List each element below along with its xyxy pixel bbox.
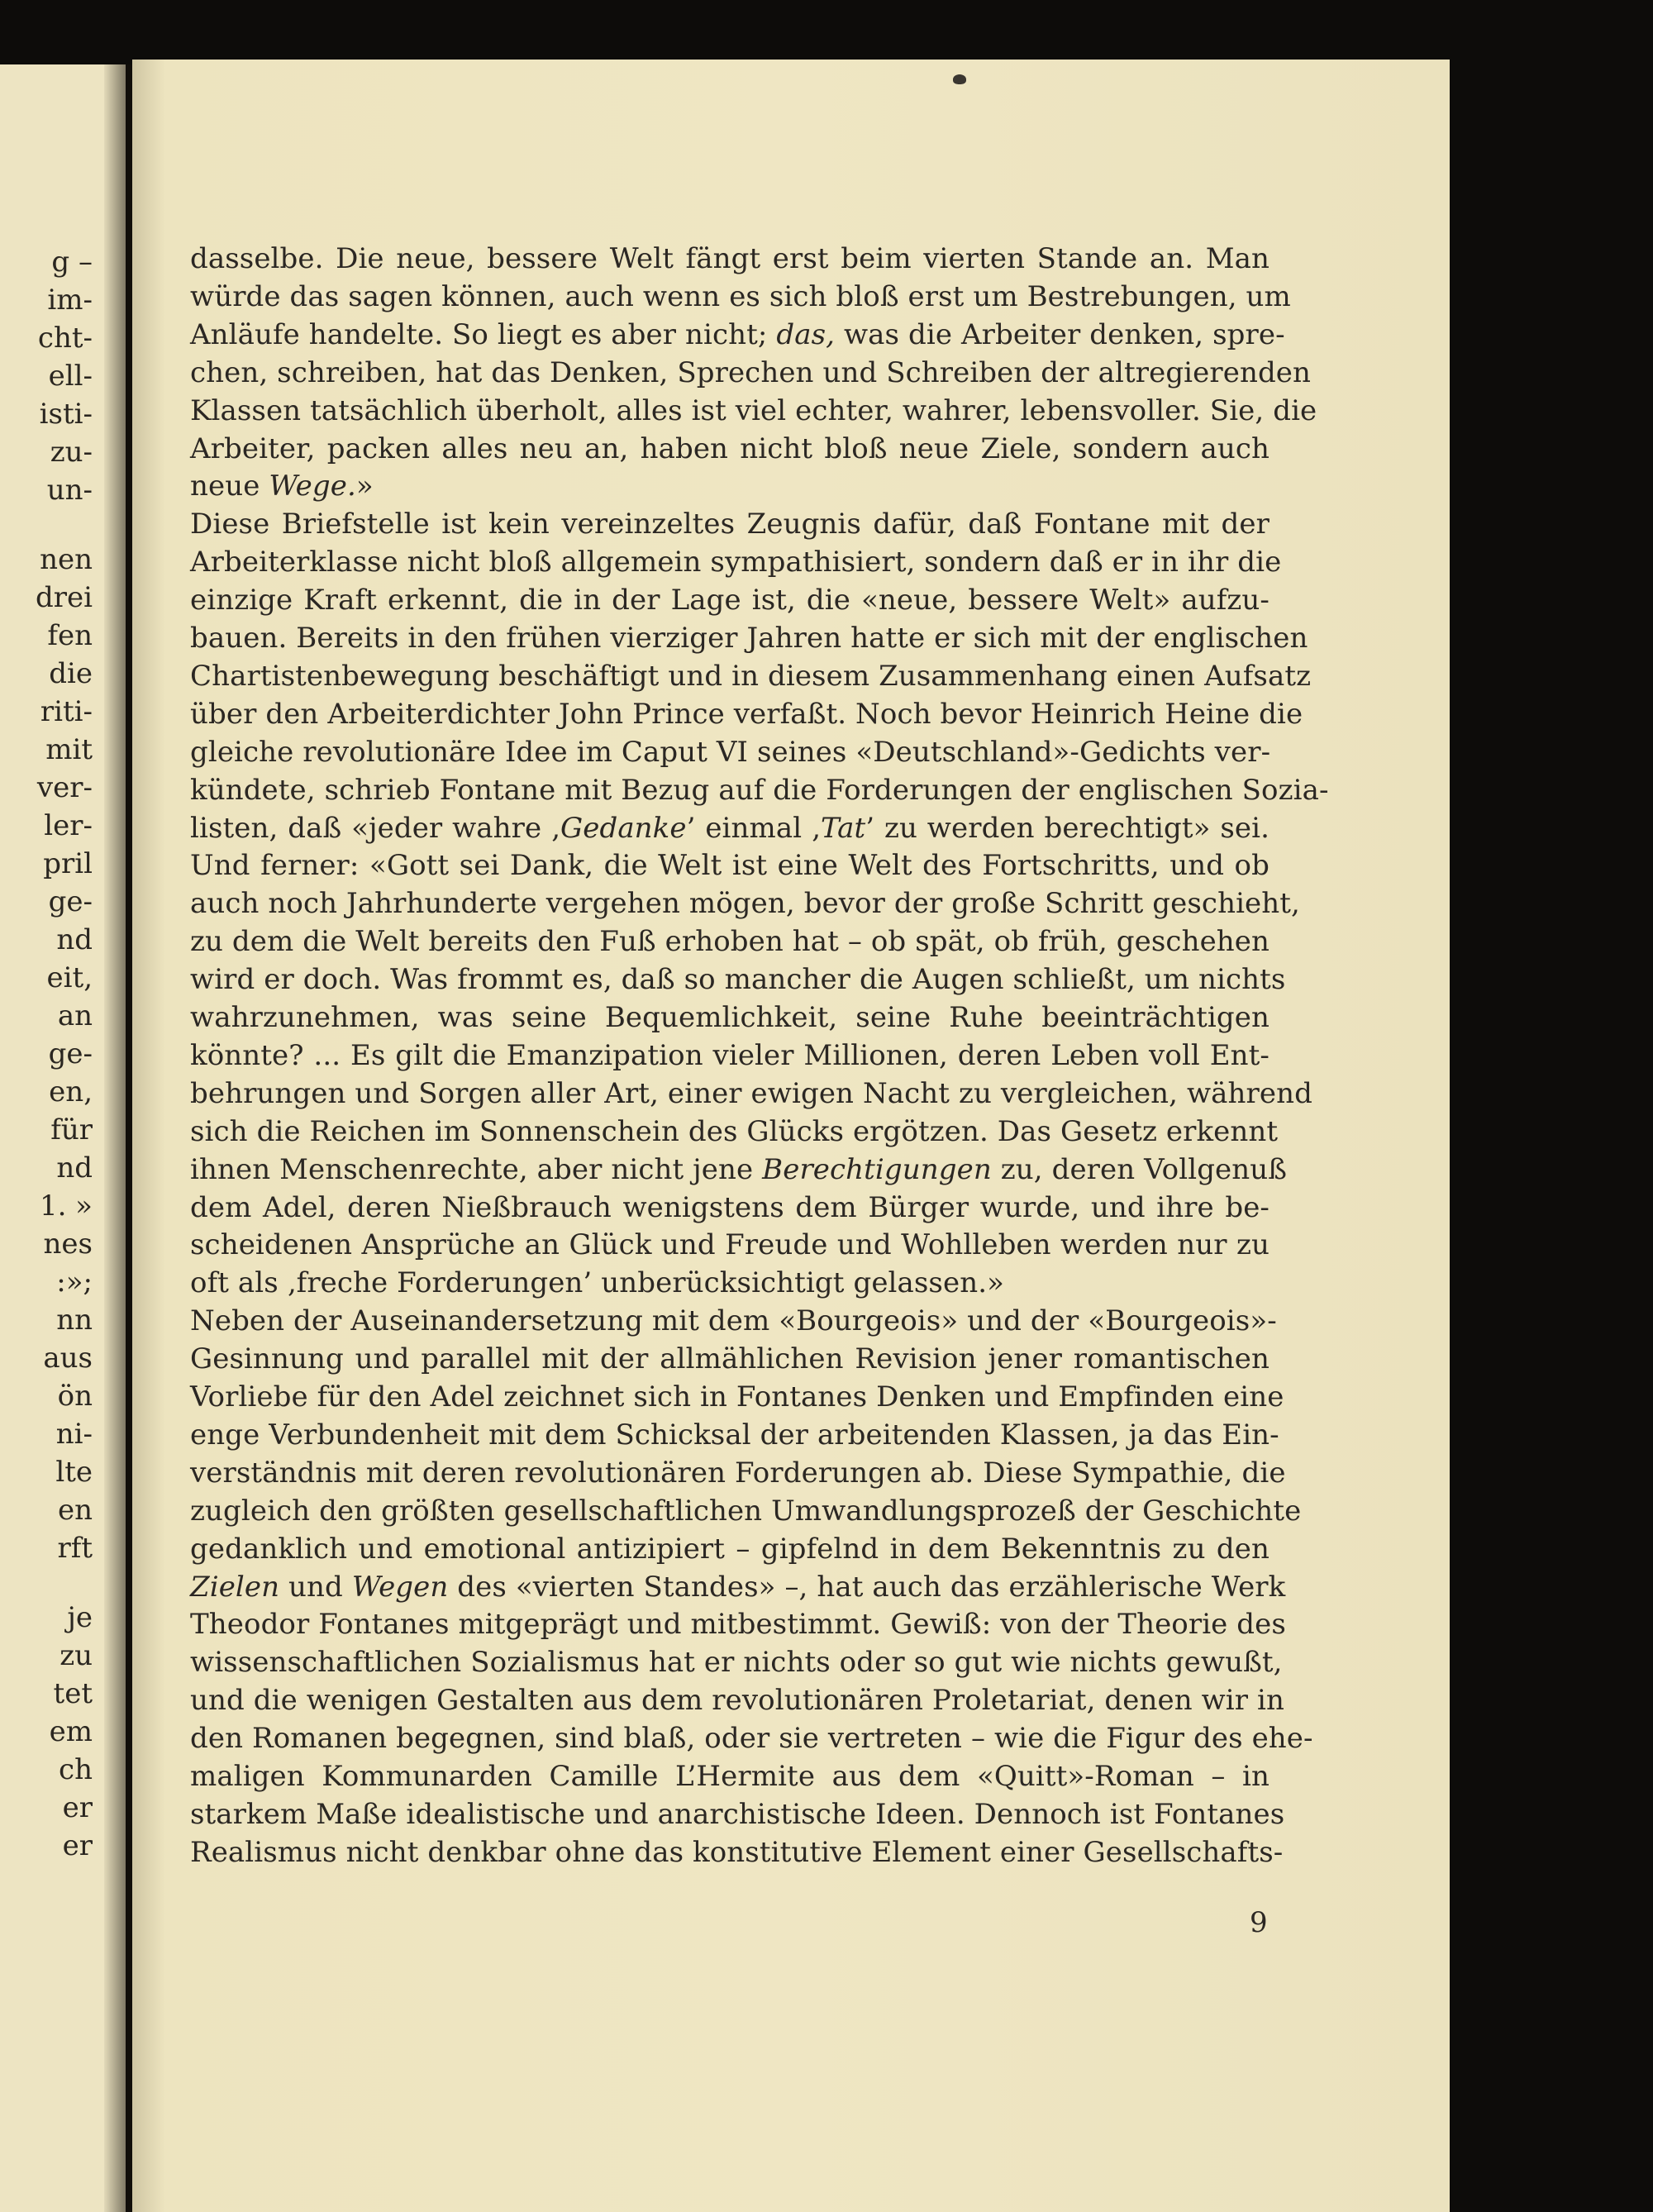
text-span: » — [355, 470, 374, 503]
text-span: über den Arbeiterdichter John Prince verfaßt. Noch bevor Heinrich Heine die — [190, 697, 1303, 731]
text-span: ’ zu werden berechtigt» sei. — [865, 811, 1270, 845]
text-span: ihnen Menschenrechte, aber nicht jene — [190, 1152, 763, 1186]
text-span: und die wenigen Gestalten aus dem revolutionären Proletariat, denen wir in — [190, 1684, 1285, 1718]
dust-mark — [953, 74, 966, 84]
text-span: ’ einmal ‚ — [686, 811, 821, 845]
italic-text: Berechtigungen — [762, 1152, 992, 1186]
text-span: sich die Reichen im Sonnenschein des Glücks ergötzen. Das Gesetz erkennt — [190, 1114, 1279, 1148]
text-line — [190, 1378, 1284, 1416]
text-span: oft als ‚freche Forderungen’ unberücksichtigt gelassen.» — [190, 1266, 1005, 1300]
left-page-fragment: nes — [43, 1228, 93, 1261]
text-line — [190, 1643, 1283, 1681]
left-page-fragment: 1. » — [39, 1189, 93, 1223]
left-page-fragment: zu- — [50, 436, 93, 469]
text-span: neue — [190, 470, 269, 503]
left-page-fragment: im- — [47, 284, 93, 317]
text-span: was die Arbeiter denken, spre- — [835, 317, 1285, 351]
italic-text: das, — [776, 317, 836, 351]
left-page-fragment: isti- — [39, 398, 93, 431]
text-span: zu, deren Vollgenuß — [991, 1152, 1288, 1186]
text-line — [190, 1833, 1284, 1871]
left-page-fragment: mit — [45, 733, 93, 766]
text-line — [190, 1416, 1279, 1454]
text-span: starkem Maße idealistische und anarchistische Ideen. Dennoch ist Fontanes — [190, 1797, 1285, 1831]
text-line — [190, 884, 1300, 922]
left-page-fragment: g – — [51, 246, 93, 279]
left-page-fragment: riti- — [40, 695, 93, 728]
text-span: Arbeiter, packen alles neu an, haben nicht bloß neue Ziele, sondern auch — [190, 431, 1270, 465]
left-page-fragment: ler- — [44, 809, 93, 842]
text-line — [190, 316, 1285, 354]
text-span: und — [279, 1570, 352, 1604]
text-line — [190, 354, 1312, 392]
text-span: zugleich den größten gesellschaftlichen Umwandlungsprozeß der Geschichte — [190, 1494, 1302, 1528]
text-line — [190, 1454, 1286, 1492]
text-line — [190, 581, 1270, 619]
text-line — [190, 543, 1282, 581]
left-page-fragment: pril — [43, 847, 93, 880]
text-span: Vorliebe für den Adel zeichnet sich in Fontanes Denken und Empfinden eine — [190, 1380, 1284, 1413]
text-span: listen, daß «jeder wahre ‚ — [190, 811, 560, 845]
text-span: behrungen und Sorgen aller Art, einer ewigen Nacht zu vergleichen, während — [190, 1076, 1312, 1110]
text-line — [190, 1151, 1288, 1189]
text-line — [190, 505, 1270, 543]
text-line — [190, 1605, 1286, 1643]
text-line — [190, 1075, 1312, 1113]
text-line — [190, 999, 1270, 1037]
left-page-fragment: er — [62, 1829, 93, 1862]
left-page-fragment: je — [67, 1601, 93, 1634]
left-page-fragment: die — [49, 657, 93, 690]
left-page-fragment: en — [57, 1494, 93, 1527]
left-page-fragment: un- — [46, 474, 93, 507]
text-span: Und ferner: «Gott sei Dank, die Welt ist eine Welt des Fortschritts, und ob — [190, 849, 1270, 883]
text-span: Gesinnung und parallel mit der allmählichen Revision jener romantischen — [190, 1342, 1270, 1376]
italic-text: Wege. — [269, 470, 356, 503]
text-line — [190, 809, 1270, 847]
left-page-fragment: :»; — [56, 1266, 93, 1299]
left-page-fragment: ge- — [48, 885, 93, 918]
left-page-fragment: aus — [43, 1342, 93, 1375]
text-line — [190, 695, 1303, 733]
text-line — [190, 1795, 1285, 1833]
left-page-fragment: rft — [57, 1532, 93, 1565]
left-page-fragment: ch — [59, 1753, 93, 1786]
text-line — [190, 1681, 1285, 1719]
text-line — [190, 1189, 1270, 1227]
text-line — [190, 1302, 1277, 1340]
text-span: des «vierten Standes» –, hat auch das erzählerische Werk — [448, 1570, 1286, 1604]
left-page-fragment: em — [49, 1715, 93, 1748]
text-line — [190, 771, 1329, 809]
italic-text: Zielen — [190, 1570, 280, 1604]
text-line — [190, 961, 1286, 999]
text-line — [190, 1757, 1270, 1795]
text-line — [190, 467, 1270, 505]
text-span: Diese Briefstelle ist kein vereinzeltes Zeugnis dafür, daß Fontane mit der — [190, 508, 1270, 541]
text-span: Theodor Fontanes mitgeprägt und mitbestimmt. Gewiß: von der Theorie des — [190, 1608, 1286, 1642]
left-page-fragment: nen — [40, 543, 93, 576]
left-page-fragment: nn — [56, 1304, 93, 1337]
text-span: maligen Kommunarden Camille L’Hermite aus dem «Quitt»-Roman – in — [190, 1760, 1270, 1793]
left-page-fragment: eit, — [46, 961, 93, 994]
left-page-fragment: er — [62, 1791, 93, 1824]
text-line — [190, 1037, 1270, 1075]
text-span: könnte? ... Es gilt die Emanzipation vieler Millionen, deren Leben voll Ent- — [190, 1038, 1270, 1072]
text-span: den Romanen begegnen, sind blaß, oder sie vertreten – wie die Figur des ehe- — [190, 1722, 1313, 1756]
text-line — [190, 657, 1312, 695]
left-page-fragment: ver- — [36, 771, 93, 804]
text-line — [190, 1568, 1286, 1606]
text-span: dasselbe. Die neue, bessere Welt fängt erst beim vierten Stande an. Man — [190, 242, 1270, 275]
text-span: wissenschaftlichen Sozialismus hat er nichts oder so gut wie nichts gewußt, — [190, 1646, 1283, 1680]
text-span: kündete, schrieb Fontane mit Bezug auf die Forderungen der englischen Sozia- — [190, 773, 1329, 807]
text-span: Neben der Auseinandersetzung mit dem «Bourgeois» und der «Bourgeois»- — [190, 1304, 1277, 1338]
text-span: Realismus nicht denkbar ohne das konstitutive Element einer Gesellschafts- — [190, 1835, 1284, 1869]
text-span: wahrzunehmen, was seine Bequemlichkeit, seine Ruhe beeinträchtigen — [190, 1001, 1270, 1034]
left-page-fragment: an — [57, 999, 93, 1032]
text-line — [190, 1113, 1279, 1151]
left-page-fragment: ge- — [48, 1037, 93, 1070]
left-page-fragment: zu — [60, 1639, 93, 1672]
left-page-fragment: en, — [49, 1075, 93, 1108]
text-line — [190, 1264, 1270, 1302]
text-span: scheidenen Ansprüche an Glück und Freude und Wohlleben werden nur zu — [190, 1228, 1270, 1262]
text-line — [190, 430, 1270, 468]
left-page-fragment: für — [50, 1113, 93, 1147]
left-page-fragment: tet — [53, 1677, 93, 1710]
text-line — [190, 1492, 1302, 1530]
left-page-fragment: drei — [35, 581, 93, 614]
text-span: bauen. Bereits in den frühen vierziger Jahren hatte er sich mit der englischen — [190, 622, 1308, 655]
text-line — [190, 1530, 1270, 1568]
text-span: auch noch Jahrhunderte vergehen mögen, bevor der große Schritt geschieht, — [190, 887, 1300, 921]
text-line — [190, 1340, 1270, 1378]
left-page-fragment: ni- — [55, 1418, 93, 1451]
left-page-fragment: fen — [47, 619, 93, 652]
text-span: chen, schreiben, hat das Denken, Sprechen und Schreiben der altregierenden — [190, 355, 1312, 389]
text-span: Arbeiterklasse nicht bloß allgemein sympathisiert, sondern daß er in ihr die — [190, 546, 1282, 579]
left-page-fragment: ell- — [48, 360, 93, 393]
text-span: gedanklich und emotional antizipiert – gipfelnd in dem Bekenntnis zu den — [190, 1532, 1270, 1566]
text-span: wird er doch. Was frommt es, daß so mancher die Augen schließt, um nichts — [190, 963, 1286, 997]
text-span: enge Verbundenheit mit dem Schicksal der arbeitenden Klassen, ja das Ein- — [190, 1418, 1279, 1452]
text-line — [190, 922, 1270, 961]
text-line — [190, 846, 1270, 884]
left-page-fragment: nd — [56, 923, 93, 956]
left-page-fragment: lte — [55, 1456, 93, 1489]
text-line — [190, 392, 1317, 430]
text-span: Chartistenbewegung beschäftigt und in diesem Zusammenhang einen Aufsatz — [190, 659, 1312, 693]
text-line — [190, 278, 1291, 316]
text-span: einzige Kraft erkennt, die in der Lage ist, die «neue, bessere Welt» aufzu- — [190, 584, 1270, 617]
text-line — [190, 1226, 1270, 1264]
text-span: Klassen tatsächlich überholt, alles ist viel echter, wahrer, lebensvoller. Sie, die — [190, 393, 1317, 427]
text-line — [190, 733, 1270, 771]
text-span: verständnis mit deren revolutionären Forderungen ab. Diese Sympathie, die — [190, 1456, 1286, 1490]
text-span: würde das sagen können, auch wenn es sich bloß erst um Bestrebungen, um — [190, 279, 1291, 313]
text-span: dem Adel, deren Nießbrauch wenigstens dem Bürger wurde, und ihre be- — [190, 1190, 1270, 1224]
text-span: gleiche revolutionäre Idee im Caput VI seines «Deutschland»-Gedichts ver- — [190, 735, 1271, 769]
text-line — [190, 1719, 1313, 1757]
text-line — [190, 240, 1270, 278]
text-line — [190, 619, 1308, 657]
italic-text: Gedanke — [560, 811, 687, 845]
italic-text: Wegen — [351, 1570, 449, 1604]
left-page-fragment: cht- — [37, 322, 93, 355]
left-page-fragment: nd — [56, 1151, 93, 1185]
italic-text: Tat — [820, 811, 866, 845]
text-span: Anläufe handelte. So liegt es aber nicht; — [190, 317, 777, 351]
left-page-fragment: ön — [57, 1380, 93, 1413]
text-span: zu dem die Welt bereits den Fuß erhoben hat – ob spät, ob früh, geschehen — [190, 925, 1270, 959]
page-number: 9 — [1250, 1906, 1268, 1939]
